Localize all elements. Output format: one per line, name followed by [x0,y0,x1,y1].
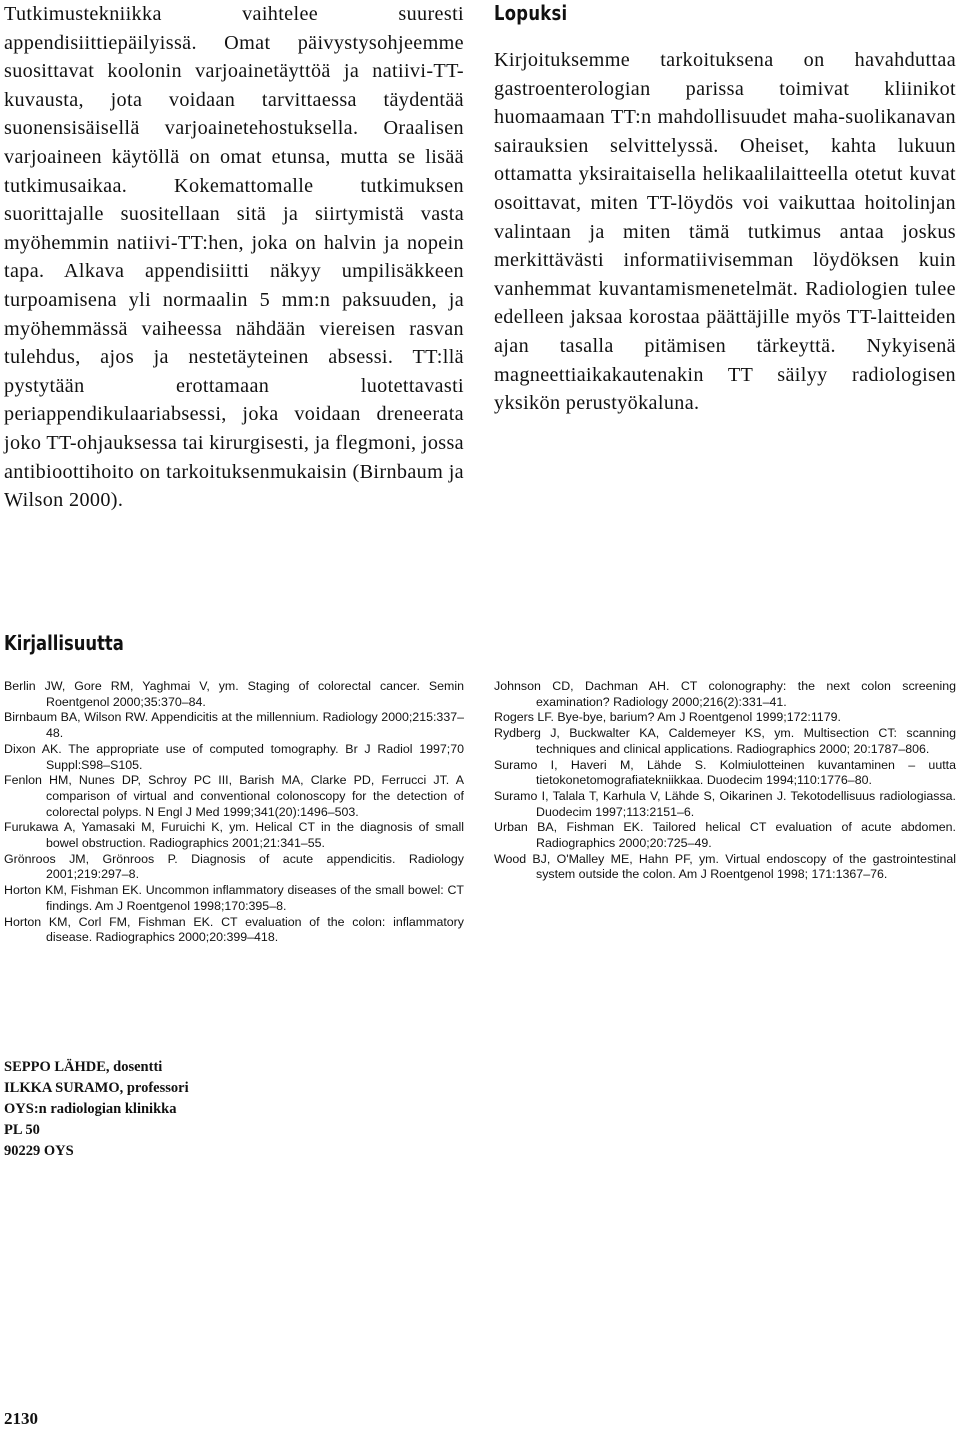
reference-item: Rogers LF. Bye-bye, barium? Am J Roentgenol 1999;172:1179. [494,710,841,725]
reference-item: Birnbaum BA, Wilson RW. Appendicitis at the millennium. Radiology 2000;215:337–48. [4,710,464,741]
reference-item: Fenlon HM, Nunes DP, Schroy PC III, Barish MA, Clarke PD, Ferrucci JT. A comparison of virtual and conventional colonoscopy for the detection of colorectal polyps. N Engl J Med 1999;341(20):1496–503. [4,773,464,819]
right-column [494,0,956,418]
reference-item: Furukawa A, Yamasaki M, Furuichi K, ym. Helical CT in the diagnosis of small bowel obstruction. Radiographics 2001;21:341–55. [4,820,464,851]
author-line: OYS:n radiologian klinikka [4,1101,177,1117]
reference-item: Johnson CD, Dachman AH. CT colonography: the next colon screening examination? Radiology 2000;216(2):331–41. [494,679,956,709]
body-paragraph: Tutkimustekniikka vaihtelee suuresti appendisiittiepäilyissä. Omat päivystysohjeemme suosittavat koolonin varjoainetäyttöä ja natiivi-TT-kuvausta, jota voidaan tarvittaessa täydentää suonensisäisellä varjoainetehostuksella. Oraalisen varjoaineen käytöllä on omat etunsa, mutta se lisää tutkimusaikaa. Kokemattomalle tutkimuksen suorittajalle suositellaan sitä ja siirtymistä vasta myöhemmin natiivi-TT:hen, joka on halvin ja nopein tapa. Alkava appendisiitti näkyy umpilisäkkeen turpoamisena yli normaalin 5 mm:n paksuuden, ja myöhemmässä vaiheessa nähdään viereisen rasvan tulehdus, ajos ja nestetäyteinen absessi. TT:llä pystytään erottamaan luotettavasti periappendikulaariabsessi, joka voidaan dreneerata joko TT-ohjauksessa tai kirurgisesti, ja flegmoni, jossa antibioottihoito on tarkoituksenmukaisin (Birnbaum ja Wilson 2000). [4,3,464,512]
reference-item: Suramo I, Talala T, Karhula V, Lähde S, Oikarinen J. Tekotodellisuus radiologiassa. Duodecim 1997;113:2151–6. [494,788,956,819]
reference-item: Rydberg J, Buckwalter KA, Caldemeyer KS, ym. Multisection CT: scanning techniques and clinical applications. Radiographics 2000; 20:1787–806. [494,726,956,756]
section-heading: Lopuksi [494,1,568,25]
references-heading: Kirjallisuutta [4,631,124,655]
reference-list-right [494,679,956,883]
left-column [4,0,464,515]
reference-item: Urban BA, Fishman EK. Tailored helical CT evaluation of acute abdomen. Radiographics 2000;20:725–49. [494,820,956,851]
author-line: 90229 OYS [4,1143,74,1159]
author-line: ILKKA SURAMO, professori [4,1080,189,1096]
reference-item: Dixon AK. The appropriate use of computed tomography. Br J Radiol 1997;70 Suppl:S98–S105. [4,741,464,772]
reference-list-left [4,679,464,946]
reference-item: Horton KM, Corl FM, Fishman EK. CT evaluation of the colon: inflammatory disease. Radiographics 2000;20:399–418. [4,914,464,945]
reference-item: Berlin JW, Gore RM, Yaghmai V, ym. Staging of colorectal cancer. Semin Roentgenol 2000;35:370–84. [4,679,464,709]
author-block [4,1057,189,1162]
reference-item: Grönroos JM, Grönroos P. Diagnosis of acute appendicitis. Radiology 2001;219:297–8. [4,851,464,882]
body-paragraph: Kirjoituksemme tarkoituksena on havahduttaa gastroenterologian parissa toimivat kliinikot huomaamaan TT:n mahdollisuudet maha-suolikanavan sairauksien selvittelyssä. Oheiset, kahta lukuun ottamatta yksiraitaisella helikaalilaitteella otetut kuvat osoittavat, miten TT-löydös voi vaikuttaa hoitolinjan valintaan ja miten tämä tutkimus antaa joskus merkittävästi informatiivisemman löydöksen kuin vanhemmat kuvantamismenetelmät. Radiologien tulee edelleen jaksaa korostaa päättäjille myös TT-laitteiden ajan tasalla pitämisen tärkeyttä. Nykyisenä magneettiaikakautenakin TT säilyy radiologisen yksikön perustyökaluna. [494,49,956,415]
reference-item: Suramo I, Haveri M, Lähde S. Kolmiulotteinen kuvantaminen – uutta tietokonetomografiatekniikkaa. Duodecim 1994;110:1776–80. [494,757,956,788]
author-line: PL 50 [4,1122,40,1138]
reference-item: Horton KM, Fishman EK. Uncommon inflammatory diseases of the small bowel: CT findings. Am J Roentgenol 1998;170:395–8. [4,883,464,913]
reference-item: Wood BJ, O'Malley ME, Hahn PF, ym. Virtual endoscopy of the gastrointestinal system outside the colon. Am J Roentgenol 1998; 171:1367–76. [494,851,956,882]
author-line: SEPPO LÄHDE, dosentti [4,1059,163,1075]
page-number: 2130 [4,1409,38,1428]
